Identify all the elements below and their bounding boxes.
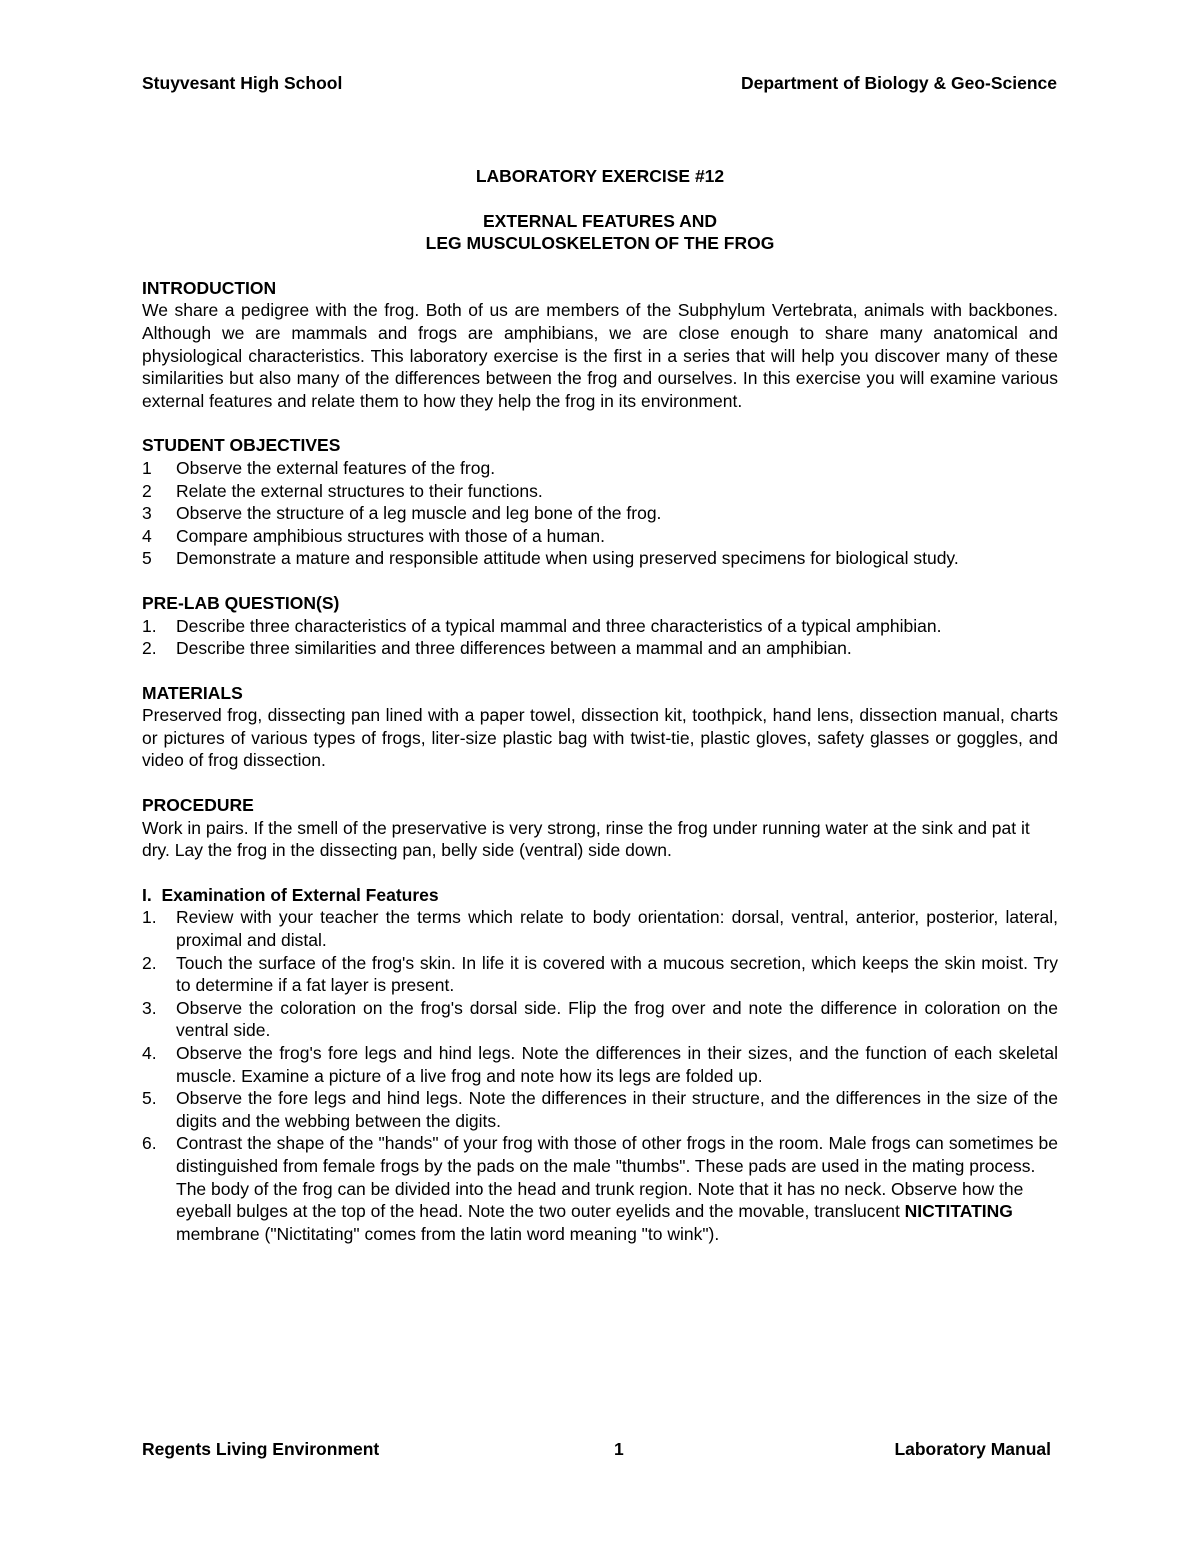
list-item: 2. Describe three similarities and three differences between a mammal and an amphibian. xyxy=(142,638,852,659)
document-body xyxy=(142,165,1058,1245)
list-item: 2 Relate the external structures to their functions. xyxy=(142,480,543,501)
procedure-heading: PROCEDURE xyxy=(142,795,254,816)
section-1-list xyxy=(142,906,1058,1177)
exercise-title: LABORATORY EXERCISE #12 xyxy=(475,166,725,186)
section-1-heading: I. Examination of External Features xyxy=(142,884,439,905)
nictitating-term: NICTITATING xyxy=(904,1201,1013,1222)
objectives-heading: STUDENT OBJECTIVES xyxy=(142,435,341,456)
list-item: 5. Observe the fore legs and hind legs. Note the differences in their structure, and the differences in the size of the digits and the webbing between the digits. xyxy=(142,1088,1058,1131)
objectives-list xyxy=(142,457,1058,570)
list-item: 4. Observe the frog's fore legs and hind legs. Note the differences in their sizes, and the function of each skeletal muscle. Examine a picture of a live frog and note how its legs are folded up. xyxy=(142,1043,1058,1086)
list-item: 1. Describe three characteristics of a typical mammal and three characteristics of a typical amphibian. xyxy=(142,615,942,636)
footer-right: Laboratory Manual xyxy=(894,1439,1051,1459)
title-line-2: LEG MUSCULOSKELETON OF THE FROG xyxy=(425,233,775,254)
header-school: Stuyvesant High School xyxy=(142,73,343,93)
section-1-continuation: The body of the frog can be divided into the head and trunk region. Note that it has no neck. Observe how the eyeball bulges at the top of the head. Note the two outer eyelids and the movable, translucent NICTITATING membrane ("Nictitating" comes from the latin word meaning "to wink"). xyxy=(176,1178,1029,1244)
prelab-list xyxy=(142,615,1058,660)
procedure-text: Work in pairs. If the smell of the preservative is very strong, rinse the frog under running water at the sink and pat it dry. Lay the frog in the dissecting pan, belly side (ventral) side down. xyxy=(142,817,1030,861)
header-department: Department of Biology & Geo-Science xyxy=(740,73,1057,93)
materials-text: Preserved frog, dissecting pan lined with a paper towel, dissection kit, toothpick, hand lens, dissection manual, charts or pictures of various types of frogs, liter-size plastic bag with twist-tie, plastic gloves, safety glasses or goggles, and video of frog dissection. xyxy=(142,705,1058,771)
list-item: 5 Demonstrate a mature and responsible attitude when using preserved specimens for biological study. xyxy=(142,548,959,569)
list-item: 2. Touch the surface of the frog's skin. In life it is covered with a mucous secretion, which keeps the skin moist. Try to determine if a fat layer is present. xyxy=(142,952,1058,996)
footer-left: Regents Living Environment xyxy=(142,1439,380,1459)
materials-heading: MATERIALS xyxy=(142,682,243,703)
list-item: 3. Observe the coloration on the frog's dorsal side. Flip the frog over and note the difference in coloration on the ventral side. xyxy=(142,997,1058,1041)
list-item: 1. Review with your teacher the terms which relate to body orientation: dorsal, ventral, anterior, posterior, lateral, proximal and distal. xyxy=(142,907,1058,951)
title-line-1: EXTERNAL FEATURES AND xyxy=(483,210,717,231)
page-number: 1 xyxy=(614,1439,624,1459)
list-item: 6. Contrast the shape of the "hands" of your frog with those of other frogs in the room. Male frogs can sometimes be distinguished from female frogs by the pads on the male "thumbs". These pads are used in the mating process. xyxy=(142,1133,1058,1176)
introduction-heading: INTRODUCTION xyxy=(142,277,277,298)
prelab-heading: PRE-LAB QUESTION(S) xyxy=(142,592,340,613)
list-item: 4 Compare amphibious structures with those of a human. xyxy=(142,525,605,546)
list-item: 1 Observe the external features of the frog. xyxy=(142,457,496,478)
list-item: 3 Observe the structure of a leg muscle and leg bone of the frog. xyxy=(142,503,662,524)
introduction-text: We share a pedigree with the frog. Both of us are members of the Subphylum Vertebrata, animals with backbones. Although we are mammals and frogs are amphibians, we are close enough to share many anatomical and physiological characteristics. This laboratory exercise is the first in a series that will help you discover many of these similarities but also many of the differences between the frog and ourselves. In this exercise you will examine various external features and relate them to how they help the frog in its environment. xyxy=(142,300,1058,411)
